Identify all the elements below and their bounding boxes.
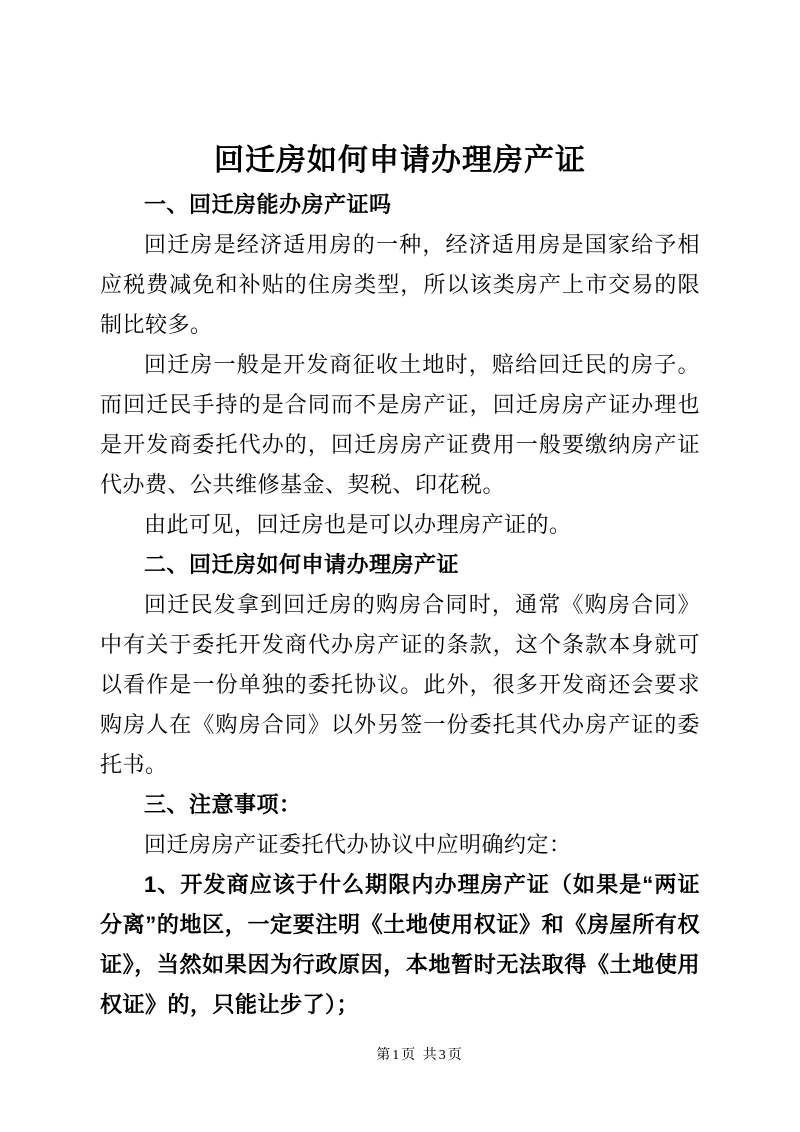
paragraph: 回迁民发拿到回迁房的购房合同时，通常《购房合同》中有关于委托开发商代办房产证的条款，这个条款本身就可以看作是一份单独的委托协议。此外，很多开发商还会要求购房人在《购房合同》以外另签一份委托其代办房产证的委托书。 — [100, 592, 700, 777]
document-body — [100, 185, 700, 1025]
paragraph: 由此可见，回迁房也是可以办理房产证的。 — [144, 512, 572, 537]
section-heading-2: 二、回迁房如何申请办理房产证 — [144, 552, 460, 577]
paragraph-numbered-item-1: 1、开发商应该于什么期限内办理房产证（如果是“两证分离”的地区，一定要注明《土地使用权证》和《房屋所有权证》，当然如果因为行政原因，本地暂时无法取得《土地使用权证》的，只能让步了）； — [100, 872, 700, 1017]
paragraph: 回迁房房产证委托代办协议中应明确约定： — [144, 832, 572, 857]
section-heading-1: 一、回迁房能办房产证吗 — [144, 192, 392, 217]
document-title: 回迁房如何申请办理房产证 — [214, 144, 586, 177]
document-content — [100, 137, 700, 1025]
paragraph: 回迁房是经济适用房的一种，经济适用房是国家给予相应税费减免和补贴的住房类型，所以该类房产上市交易的限制比较多。 — [100, 232, 700, 337]
section-heading-3: 三、注意事项： — [144, 792, 302, 817]
paragraph: 回迁房一般是开发商征收土地时，赔给回迁民的房子。而回迁民手持的是合同而不是房产证，回迁房房产证办理也是开发商委托代办的，回迁房房产证费用一般要缴纳房产证代办费、公共维修基金、契税、印花税。 — [100, 352, 700, 497]
page-number-footer: 第1页 共3页 — [376, 1048, 464, 1063]
